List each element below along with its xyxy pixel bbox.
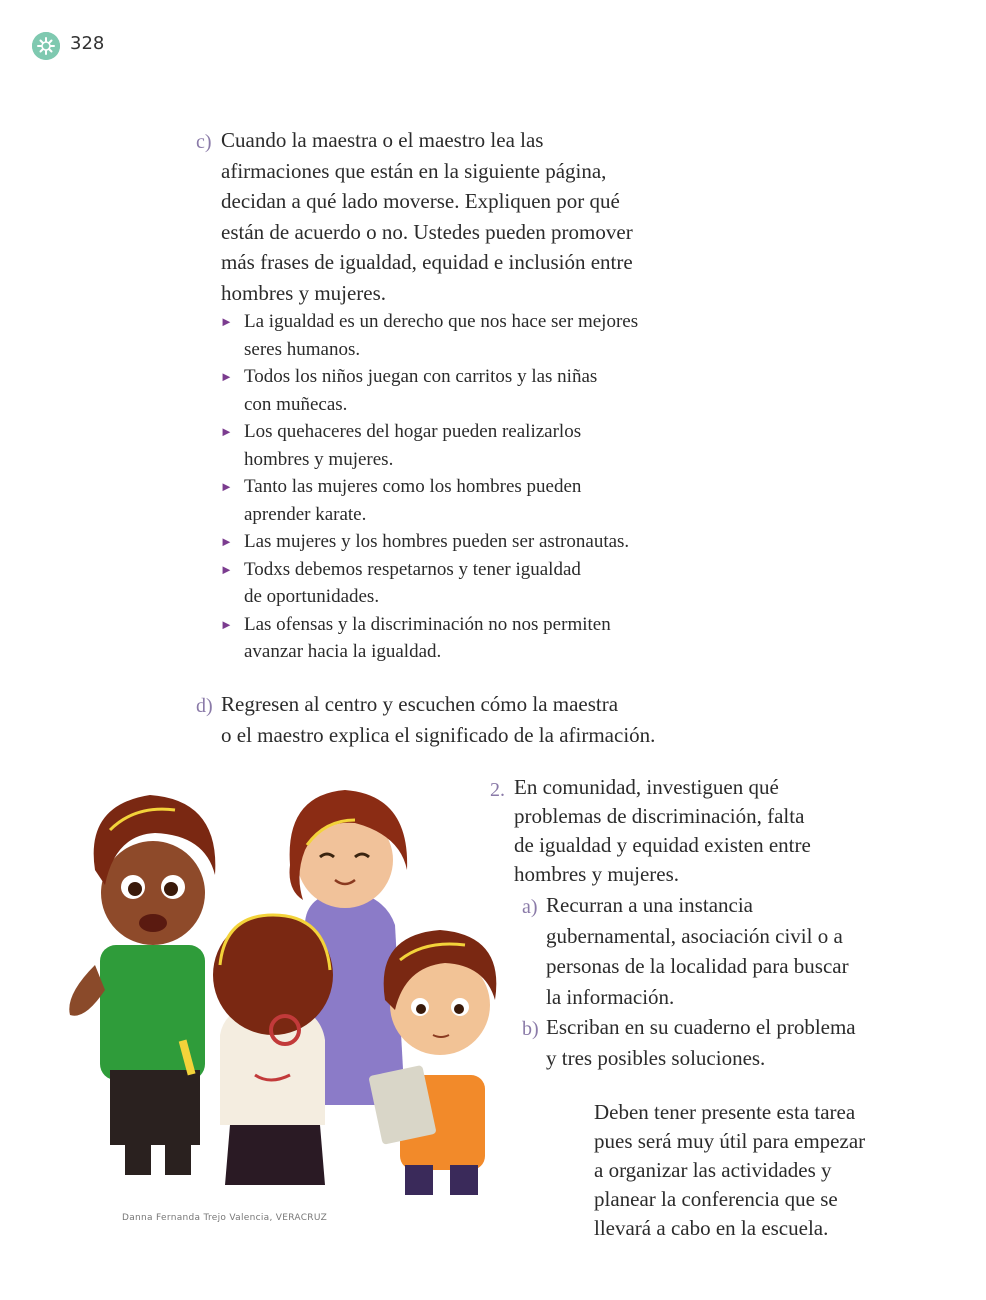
item-c-line: más frases de igualdad, equidad e inclusión entre <box>221 250 633 274</box>
statement-item: ► Las ofensas y la discriminación no nos permiten avanzar hacia la igualdad. <box>220 611 680 666</box>
item-2a-letter: a) <box>522 896 538 918</box>
note-line: a organizar las actividades y <box>594 1158 832 1182</box>
item-2b-letter: b) <box>522 1018 539 1040</box>
bullet-arrow-icon: ► <box>220 424 233 439</box>
item-2b-line: y tres posibles soluciones. <box>546 1045 766 1070</box>
item-2a-line: Recurran a una instancia <box>546 893 753 917</box>
bullet-arrow-icon: ► <box>220 616 233 632</box>
item-2b-text <box>546 1012 946 1073</box>
item-2-text <box>514 773 934 889</box>
note-line: llevará a cabo en la escuela. <box>594 1216 829 1240</box>
bullet-arrow-icon: ► <box>220 561 233 577</box>
bullet-arrow-icon: ► <box>220 369 233 384</box>
item-c-line: decidan a qué lado moverse. Expliquen por qué <box>221 189 620 213</box>
item-2-line: En comunidad, investiguen qué <box>514 775 779 799</box>
statement-item: ► Las mujeres y los hombres pueden ser astronautas. <box>220 528 680 556</box>
note-line: Deben tener presente esta tarea <box>594 1100 856 1124</box>
bullet-arrow-icon: ► <box>220 314 233 329</box>
page-badge-icon <box>32 32 60 60</box>
item-2-line: problemas de discriminación, falta <box>514 804 805 828</box>
item-d-line: o el maestro explica el significado de la afirmación. <box>221 722 656 747</box>
item-2a-line: personas de la localidad para buscar <box>546 954 849 978</box>
item-2a-line: la información. <box>546 984 675 1009</box>
statement-item: ► Todos los niños juegan con carritos y las niñas con muñecas. <box>220 363 680 418</box>
illustration-credit: Danna Fernanda Trejo Valencia, VERACRUZ <box>122 1213 328 1223</box>
item-2a-line: gubernamental, asociación civil o a <box>546 923 843 948</box>
page-number: 328 <box>70 33 105 54</box>
statement-list <box>220 308 680 666</box>
statement-item: ► Los quehaceres del hogar pueden realizarlos hombres y mujeres. <box>220 418 680 473</box>
item-2-line: hombres y mujeres. <box>514 862 680 886</box>
item-2a-text <box>546 890 946 1012</box>
note-line: planear la conferencia que se <box>594 1187 838 1211</box>
item-2b-line: Escriban en su cuaderno el problema <box>546 1015 856 1039</box>
statement-item: ► Tanto las mujeres como los hombres pueden aprender karate. <box>220 473 680 528</box>
bullet-arrow-icon: ► <box>220 479 233 494</box>
item-d-line: Regresen al centro y escuchen cómo la maestra <box>221 692 619 716</box>
item-c-line: Cuando la maestra o el maestro lea las <box>221 128 544 152</box>
item-c-line: afirmaciones que están en la siguiente página, <box>221 158 607 183</box>
statement-item: ► La igualdad es un derecho que nos hace ser mejores seres humanos. <box>220 308 680 363</box>
item-d-text <box>221 689 701 750</box>
note-line: pues será muy útil para empezar <box>594 1129 866 1153</box>
item-d-letter: d) <box>196 695 213 717</box>
statement-item: ► Todxs debemos respetarnos y tener igualdad de oportunidades. <box>220 556 680 611</box>
bullet-arrow-icon: ► <box>220 534 233 549</box>
item-c-letter: c) <box>196 131 212 153</box>
task-note <box>594 1098 934 1243</box>
item-c-line: hombres y mujeres. <box>221 280 387 305</box>
item-2-number: 2. <box>490 779 505 801</box>
item-c-line: están de acuerdo o no. Ustedes pueden promover <box>221 219 633 244</box>
item-2-line: de igualdad y equidad existen entre <box>514 833 811 857</box>
item-c-text <box>221 125 681 308</box>
children-illustration <box>55 775 505 1205</box>
